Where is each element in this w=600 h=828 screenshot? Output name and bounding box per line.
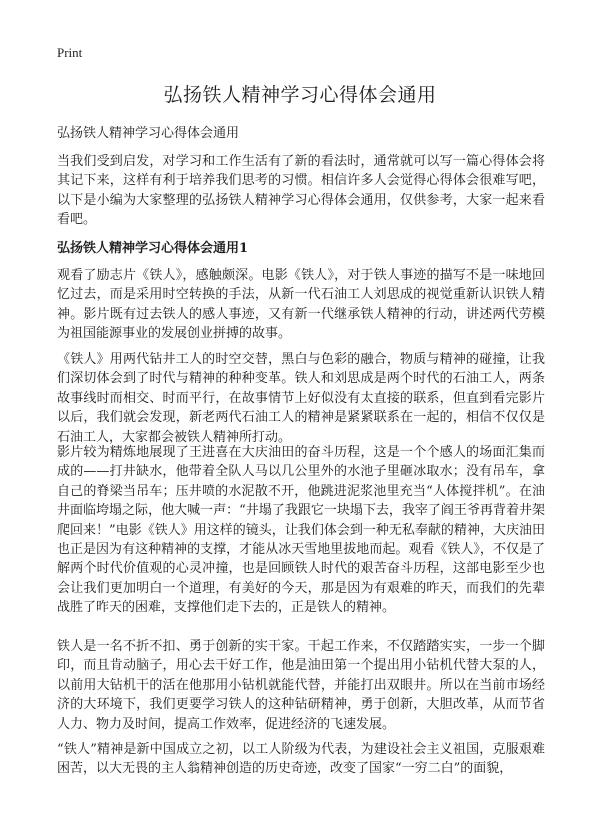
document-subtitle: 弘扬铁人精神学习心得体会通用: [57, 126, 240, 141]
body-paragraph: 《铁人》用两代钻井工人的时空交替，黑白与色彩的融合，物质与精神的碰撞，让我们深切体会到了时代与精神的种种变革。铁人和刘思成是两个时代的石油工人，两条故事线时而相交、时而平行，在故事情节上好似没有太直接的联系，但直到看完影片以后，我们就会发现，新老两代石油工人的精神是紧紧联系在一起的，相信不仅仅是石油工人，大家都会被铁人精神所打动。: [57, 352, 545, 445]
body-paragraph: “铁人”精神是新中国成立之初，以工人阶级为代表，为建设社会主义祖国，克服艰难困苦，以大无畏的主人翁精神创造的历史奇迹，改变了国家“一穷二白”的面貌，: [57, 742, 545, 777]
body-paragraph: 观看了励志片《铁人》，感触颇深。电影《铁人》，对于铁人事迹的描写不是一味地回忆过去，而是采用时空转换的手法，从新一代石油工人刘思成的视觉重新认识铁人精神。影片既有过去铁人的感人事迹，又有新一代继承铁人精神的行动，讲述两代劳模为祖国能源事业的发展创业拼搏的故事。: [57, 268, 545, 342]
body-paragraph: 铁人是一名不折不扣、勇于创新的实干家。干起工作来，不仅踏踏实实，一步一个脚印，而且肯动脑子，用心去干好工作，他是油田第一个提出用小钻机代替大泵的人，以前用大钻机干的活在他那用小钻机就能代替，并能打出双眼井。所以在当前市场经济的大环境下，我们更要学习铁人的这种钻研精神，勇于创新，大胆改革，从而节省人力、物力及时间，提高工作效率，促进经济的飞速发展。: [57, 639, 545, 732]
body-paragraph: 影片较为精炼地展现了王进喜在大庆油田的奋斗历程，这是一个个感人的场面汇集而成的——打井缺水，他带着全队人马以几公里外的水池子里砸冰取水；没有吊车，拿自己的脊梁当吊车；压井喷的水泥散不开，他跳进泥浆池里充当“人体搅拌机”。在油井面临垮塌之际，他大喊一声：“井塌了我跟它一块塌下去，我宰了阎王爷再背着井架爬回来！”电影《铁人》用这样的镜头，让我们体会到一种无私奉献的精神，大庆油田也正是因为有这种精神的支撑，才能从冰天雪地里拔地而起。观看《铁人》，不仅是了解两个时代价值观的心灵冲撞，也是回顾铁人时代的艰苦奋斗历程，这部电影至少也会让我们更加明白一个道理，有美好的今天，那是因为有艰难的昨天，而我们的先辈战胜了昨天的困难，支撑他们走下去的，正是铁人的精神。: [57, 445, 545, 616]
page-title: 弘扬铁人精神学习心得体会通用: [163, 84, 437, 106]
print-link[interactable]: Print: [57, 45, 83, 60]
section-heading: 弘扬铁人精神学习心得体会通用1: [57, 241, 249, 256]
intro-paragraph: 当我们受到启发，对学习和工作生活有了新的看法时，通常就可以写一篇心得体会将其记下来，这样有利于培养我们思考的习惯。相信许多人会觉得心得体会很难写吧，以下是小编为大家整理的弘扬铁人精神学习心得体会通用，仅供参考，大家一起来看看吧。: [57, 154, 545, 228]
